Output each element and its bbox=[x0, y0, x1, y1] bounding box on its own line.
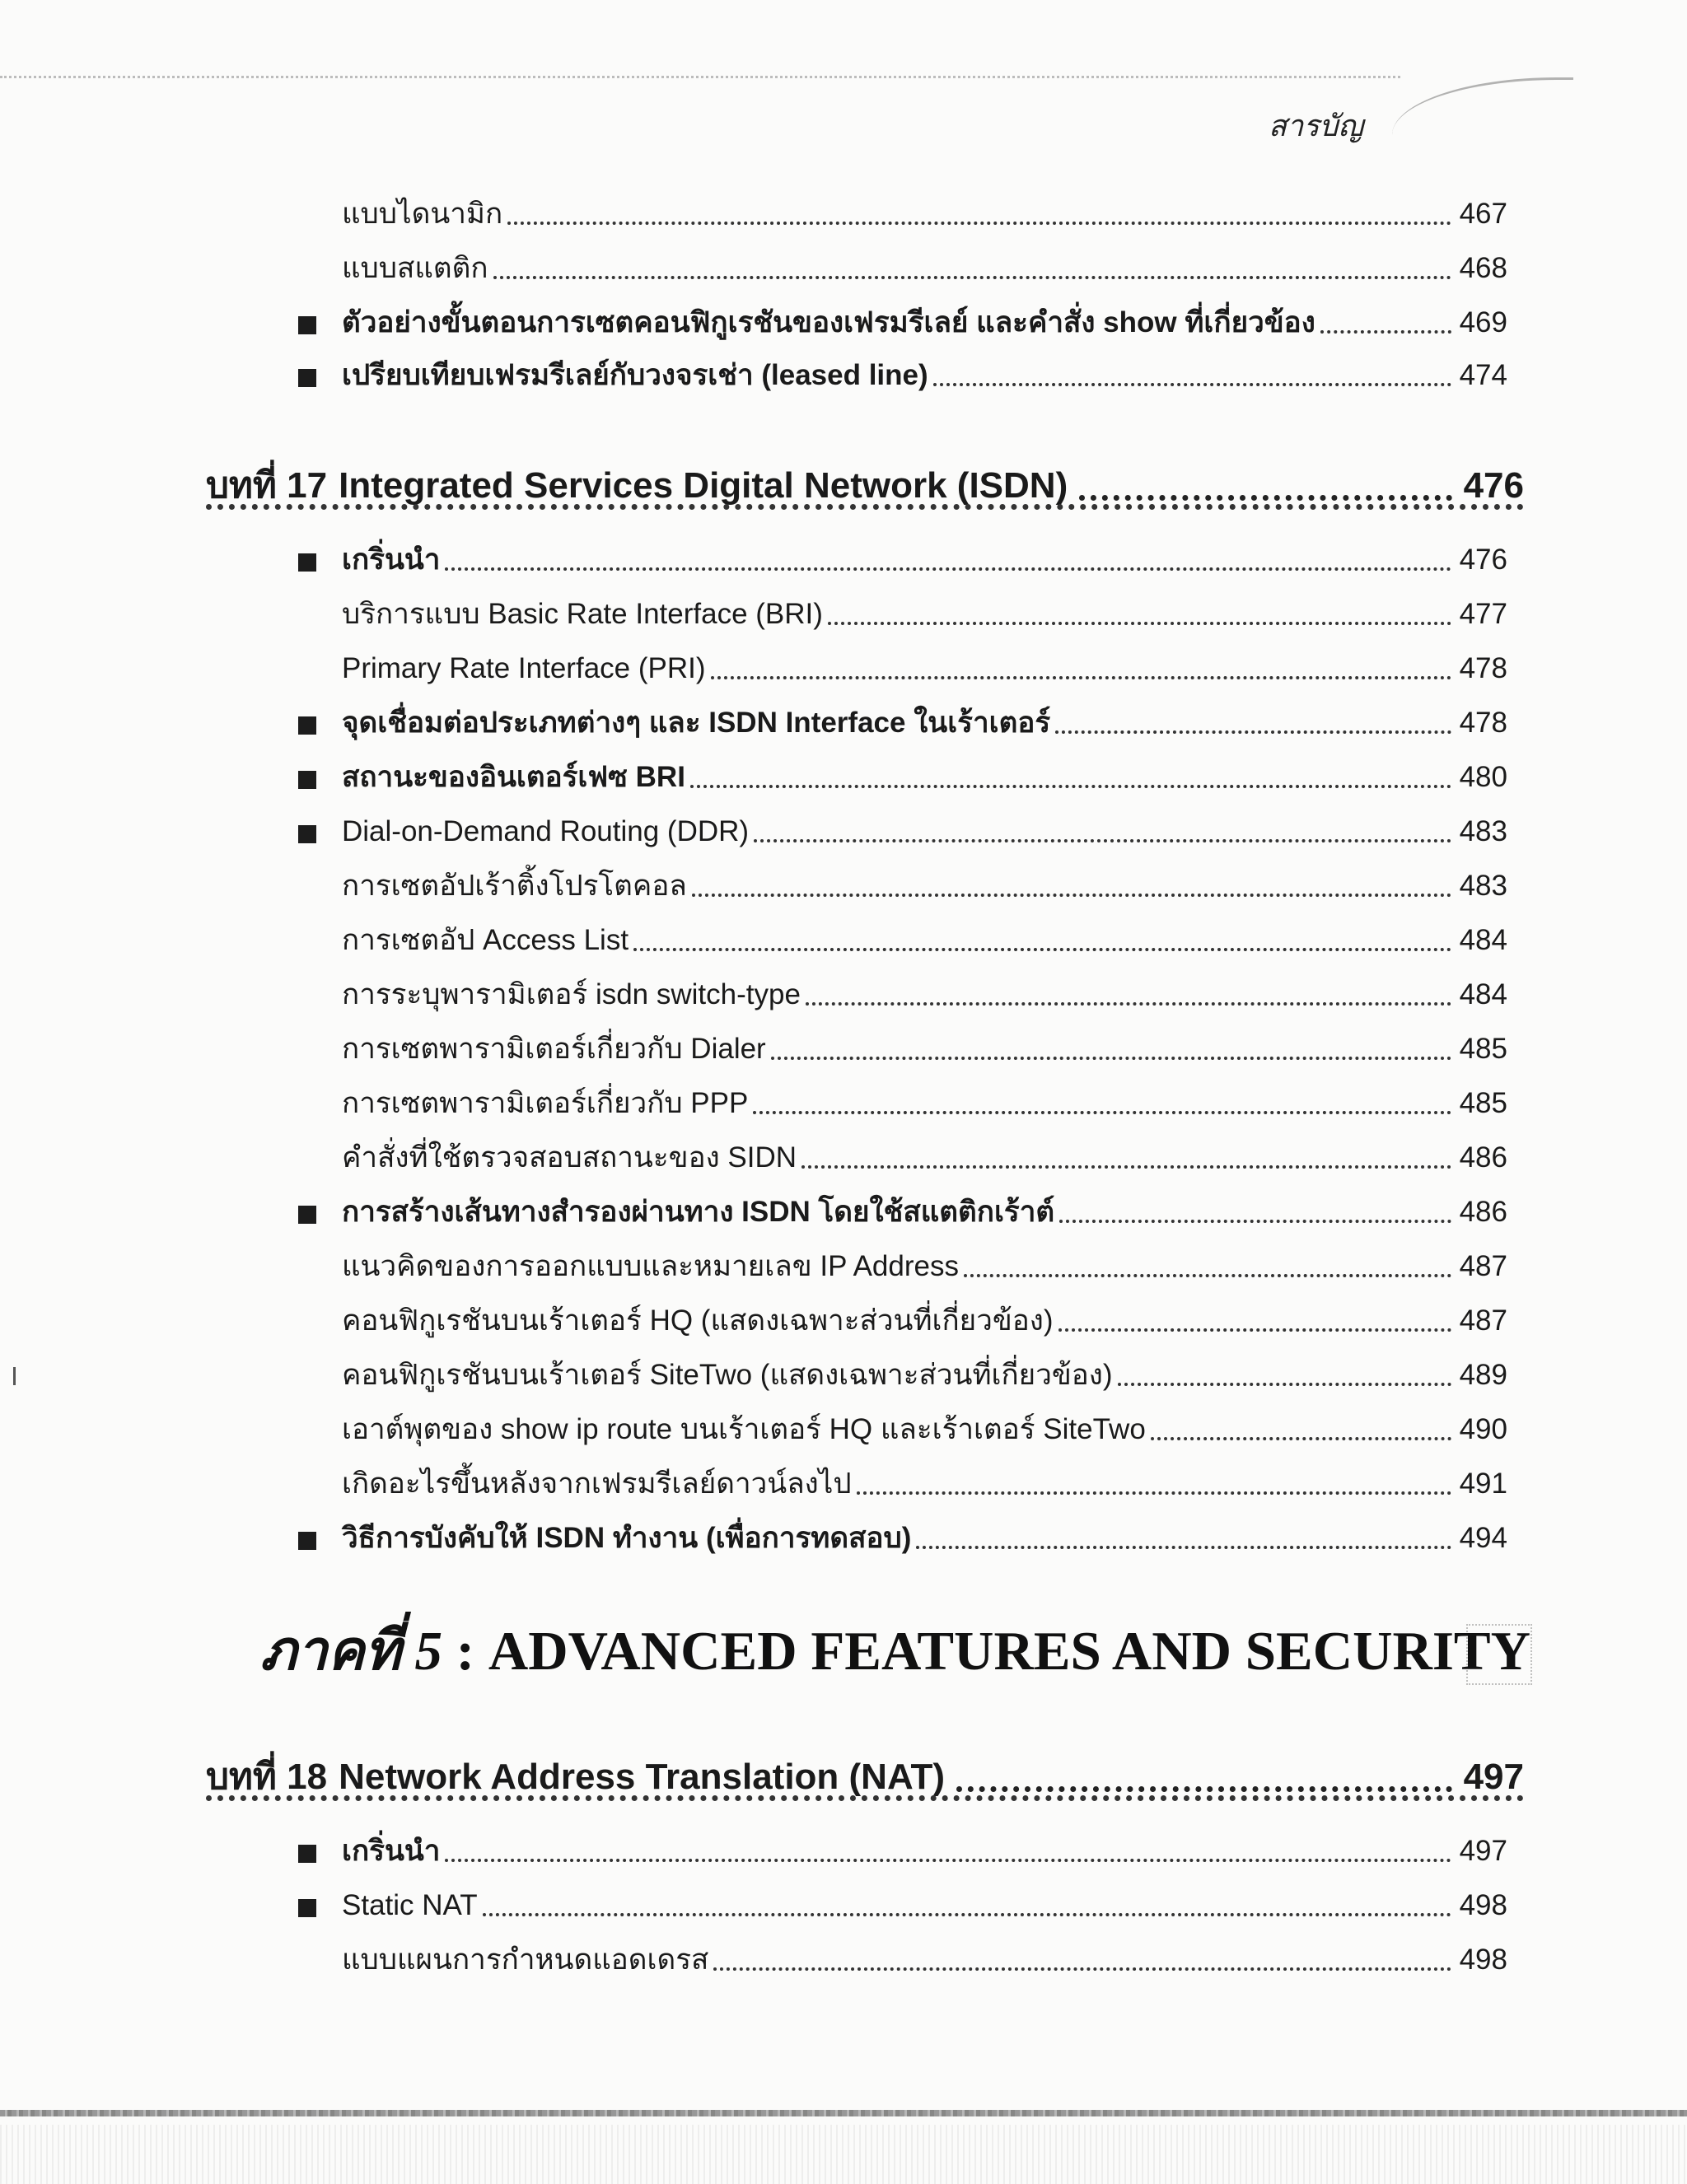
toc-entry-page: 474 bbox=[1459, 359, 1507, 391]
toc-entry-page: 467 bbox=[1459, 198, 1507, 230]
toc-entry-text: ตัวอย่างขั้นตอนการเซตคอนฟิกูเรชันของเฟรมรีเลย์ และคำสั่ง show ที่เกี่ยวข้อง bbox=[342, 306, 1315, 338]
toc-entry[interactable] bbox=[342, 1409, 1507, 1450]
dot-leader bbox=[806, 1002, 1451, 1006]
dot-leader bbox=[445, 567, 1451, 571]
square-bullet-icon bbox=[298, 1206, 316, 1224]
square-bullet-icon bbox=[298, 1899, 316, 1917]
toc-entry[interactable] bbox=[342, 1831, 1507, 1872]
square-bullet-icon bbox=[298, 316, 316, 334]
chapter-heading-18[interactable] bbox=[206, 1744, 1524, 1802]
toc-entry-page: 491 bbox=[1459, 1468, 1507, 1500]
toc-entry[interactable] bbox=[342, 1355, 1507, 1396]
dot-leader bbox=[713, 1967, 1451, 1971]
toc-entry-page: 483 bbox=[1459, 870, 1507, 902]
toc-entry-page: 483 bbox=[1459, 815, 1507, 847]
chapter-number: บทที่ 17 bbox=[206, 465, 328, 506]
dot-leader bbox=[1151, 1437, 1451, 1440]
toc-entry[interactable] bbox=[342, 539, 1507, 581]
toc-entry-text: วิธีการบังคับให้ ISDN ทำงาน (เพื่อการทดสอบ) bbox=[342, 1522, 912, 1554]
toc-entry[interactable] bbox=[342, 757, 1507, 798]
chapter-page: 476 bbox=[1463, 465, 1524, 506]
dot-leader bbox=[1320, 330, 1451, 334]
toc-entry-page: 480 bbox=[1459, 761, 1507, 793]
toc-entry-text: เอาต์พุตของ show ip route บนเร้าเตอร์ HQ และเร้าเตอร์ SiteTwo bbox=[342, 1413, 1146, 1445]
toc-entry-text: Primary Rate Interface (PRI) bbox=[342, 652, 706, 684]
toc-entry[interactable] bbox=[342, 1518, 1507, 1559]
toc-entry-page: 490 bbox=[1459, 1413, 1507, 1445]
toc-entry-page: 498 bbox=[1459, 1889, 1507, 1921]
toc-entry[interactable] bbox=[342, 648, 1507, 689]
toc-entry[interactable] bbox=[342, 1137, 1507, 1178]
toc-entry-text: แบบไดนามิก bbox=[342, 198, 503, 230]
toc-entry-text: แนวคิดของการออกแบบและหมายเลข IP Address bbox=[342, 1250, 959, 1282]
chapter-underline-dots bbox=[206, 1795, 1524, 1801]
chapter-title: Network Address Translation (NAT) bbox=[339, 1757, 945, 1797]
toc-entry-text: การสร้างเส้นทางสำรองผ่านทาง ISDN โดยใช้สแตติกเร้าต์ bbox=[342, 1196, 1055, 1228]
dot-leader bbox=[828, 622, 1451, 625]
toc-entry[interactable] bbox=[342, 1029, 1507, 1070]
toc-entry-text: คอนฟิกูเรชันบนเร้าเตอร์ SiteTwo (แสดงเฉพาะส่วนที่เกี่ยวข้อง) bbox=[342, 1359, 1113, 1391]
square-bullet-icon bbox=[298, 1845, 316, 1863]
toc-entry[interactable] bbox=[342, 594, 1507, 635]
toc-entry-page: 484 bbox=[1459, 924, 1507, 956]
toc-entry-text: แบบแผนการกำหนดแอดเดรส bbox=[342, 1944, 709, 1976]
toc-entry[interactable] bbox=[342, 1300, 1507, 1342]
toc-entry[interactable] bbox=[342, 920, 1507, 961]
dot-leader bbox=[690, 785, 1451, 788]
toc-entry[interactable] bbox=[342, 248, 1507, 289]
toc-entry[interactable] bbox=[342, 702, 1507, 744]
toc-entry-page: 487 bbox=[1459, 1250, 1507, 1282]
toc-entry-text: เกริ่นนำ bbox=[342, 1835, 441, 1867]
toc-entry-text: Dial-on-Demand Routing (DDR) bbox=[342, 815, 750, 847]
square-bullet-icon bbox=[298, 771, 316, 789]
dot-leader bbox=[801, 1165, 1451, 1169]
toc-entry-page: 486 bbox=[1459, 1141, 1507, 1174]
toc-entry-text: คำสั่งที่ใช้ตรวจสอบสถานะของ SIDN bbox=[342, 1141, 797, 1174]
dot-leader bbox=[1118, 1383, 1451, 1386]
toc-entry-page: 478 bbox=[1459, 707, 1507, 739]
dot-leader bbox=[1058, 1328, 1451, 1332]
toc-entry-text: Static NAT bbox=[342, 1889, 478, 1921]
toc-entry-page: 485 bbox=[1459, 1087, 1507, 1119]
toc-entry-page: 478 bbox=[1459, 652, 1507, 684]
chapter-number: บทที่ 18 bbox=[206, 1757, 328, 1797]
dot-leader bbox=[1059, 1220, 1451, 1223]
toc-entry-page: 494 bbox=[1459, 1522, 1507, 1554]
toc-entry-text: การเซตพารามิเตอร์เกี่ยวกับ PPP bbox=[342, 1087, 749, 1119]
toc-entry-text: เปรียบเทียบเฟรมรีเลย์กับวงจรเช่า (leased line) bbox=[342, 359, 928, 391]
chapter-heading-17[interactable] bbox=[206, 453, 1524, 511]
toc-entry-text: จุดเชื่อมต่อประเภทต่างๆ และ ISDN Interface ในเร้าเตอร์ bbox=[342, 707, 1051, 739]
toc-entry-text: แบบสแตติก bbox=[342, 252, 488, 284]
dot-leader bbox=[493, 276, 1451, 279]
toc-entry-page: 484 bbox=[1459, 978, 1507, 1010]
dot-leader bbox=[964, 1274, 1451, 1277]
dot-leader bbox=[753, 1111, 1451, 1114]
toc-entry-page: 468 bbox=[1459, 252, 1507, 284]
part-separator: : bbox=[442, 1621, 488, 1682]
toc-entry[interactable] bbox=[342, 355, 1507, 396]
toc-entry[interactable] bbox=[342, 302, 1507, 343]
dot-leader bbox=[633, 948, 1451, 951]
toc-entry-page: 497 bbox=[1459, 1835, 1507, 1867]
dot-leader bbox=[857, 1491, 1451, 1495]
dot-leader bbox=[754, 839, 1451, 842]
dot-leader bbox=[956, 1786, 1452, 1792]
chapter-title: Integrated Services Digital Network (ISDN) bbox=[339, 465, 1068, 506]
square-bullet-icon bbox=[298, 825, 316, 843]
part-title: ADVANCED FEATURES AND SECURITY bbox=[488, 1621, 1530, 1682]
square-bullet-icon bbox=[298, 1532, 316, 1550]
toc-entry-text: การเซตอัปเร้าติ้งโปรโตคอล bbox=[342, 870, 687, 902]
toc-entry[interactable] bbox=[342, 194, 1507, 235]
toc-entry[interactable] bbox=[342, 866, 1507, 907]
chapter-page: 497 bbox=[1463, 1757, 1524, 1797]
toc-entry-text: การระบุพารามิเตอร์ isdn switch-type bbox=[342, 978, 801, 1010]
toc-entry-text: เกิดอะไรขึ้นหลังจากเฟรมรีเลย์ดาวน์ลงไป bbox=[342, 1468, 852, 1500]
toc-entry-text: การเซตอัป Access List bbox=[342, 924, 629, 956]
dot-leader bbox=[1055, 730, 1451, 734]
square-bullet-icon bbox=[298, 716, 316, 735]
toc-entry[interactable] bbox=[342, 1885, 1507, 1926]
dot-leader bbox=[507, 222, 1451, 225]
toc-entry[interactable] bbox=[342, 811, 1507, 852]
toc-entry[interactable] bbox=[342, 1463, 1507, 1505]
dot-leader bbox=[771, 1057, 1451, 1060]
part-heading[interactable] bbox=[260, 1614, 1529, 1688]
toc-entry-page: 469 bbox=[1459, 306, 1507, 338]
part-label: ภาคที่ 5 bbox=[260, 1621, 443, 1682]
toc-entry-page: 477 bbox=[1459, 598, 1507, 630]
toc-entry-text: คอนฟิกูเรชันบนเร้าเตอร์ HQ (แสดงเฉพาะส่วนที่เกี่ยวข้อง) bbox=[342, 1304, 1054, 1337]
square-bullet-icon bbox=[298, 369, 316, 387]
toc-entry-page: 489 bbox=[1459, 1359, 1507, 1391]
toc-entry-text: สถานะของอินเตอร์เฟซ BRI bbox=[342, 761, 685, 793]
toc-entry-text: การเซตพารามิเตอร์เกี่ยวกับ Dialer bbox=[342, 1033, 766, 1065]
dot-leader bbox=[933, 383, 1451, 386]
dot-leader bbox=[916, 1546, 1451, 1549]
toc-entry-page: 498 bbox=[1459, 1944, 1507, 1976]
toc-entry-page: 476 bbox=[1459, 544, 1507, 576]
toc-entry-page: 487 bbox=[1459, 1304, 1507, 1337]
toc-entry-page: 486 bbox=[1459, 1196, 1507, 1228]
dot-leader bbox=[711, 676, 1452, 679]
dot-leader bbox=[483, 1913, 1451, 1916]
toc-entry[interactable] bbox=[342, 1939, 1507, 1981]
running-header: สารบัญ bbox=[1269, 110, 1364, 143]
toc-entry-text: บริการแบบ Basic Rate Interface (BRI) bbox=[342, 598, 823, 630]
dot-leader bbox=[1079, 495, 1451, 501]
dot-leader bbox=[692, 894, 1451, 897]
toc-entry[interactable] bbox=[342, 1192, 1507, 1233]
toc-entry[interactable] bbox=[342, 974, 1507, 1015]
dot-leader bbox=[445, 1859, 1451, 1862]
toc-entry[interactable] bbox=[342, 1083, 1507, 1124]
toc-entry-page: 485 bbox=[1459, 1033, 1507, 1065]
chapter-underline-dots bbox=[206, 504, 1524, 510]
toc-entry[interactable] bbox=[342, 1246, 1507, 1287]
square-bullet-icon bbox=[298, 553, 316, 572]
toc-entry-text: เกริ่นนำ bbox=[342, 544, 441, 576]
